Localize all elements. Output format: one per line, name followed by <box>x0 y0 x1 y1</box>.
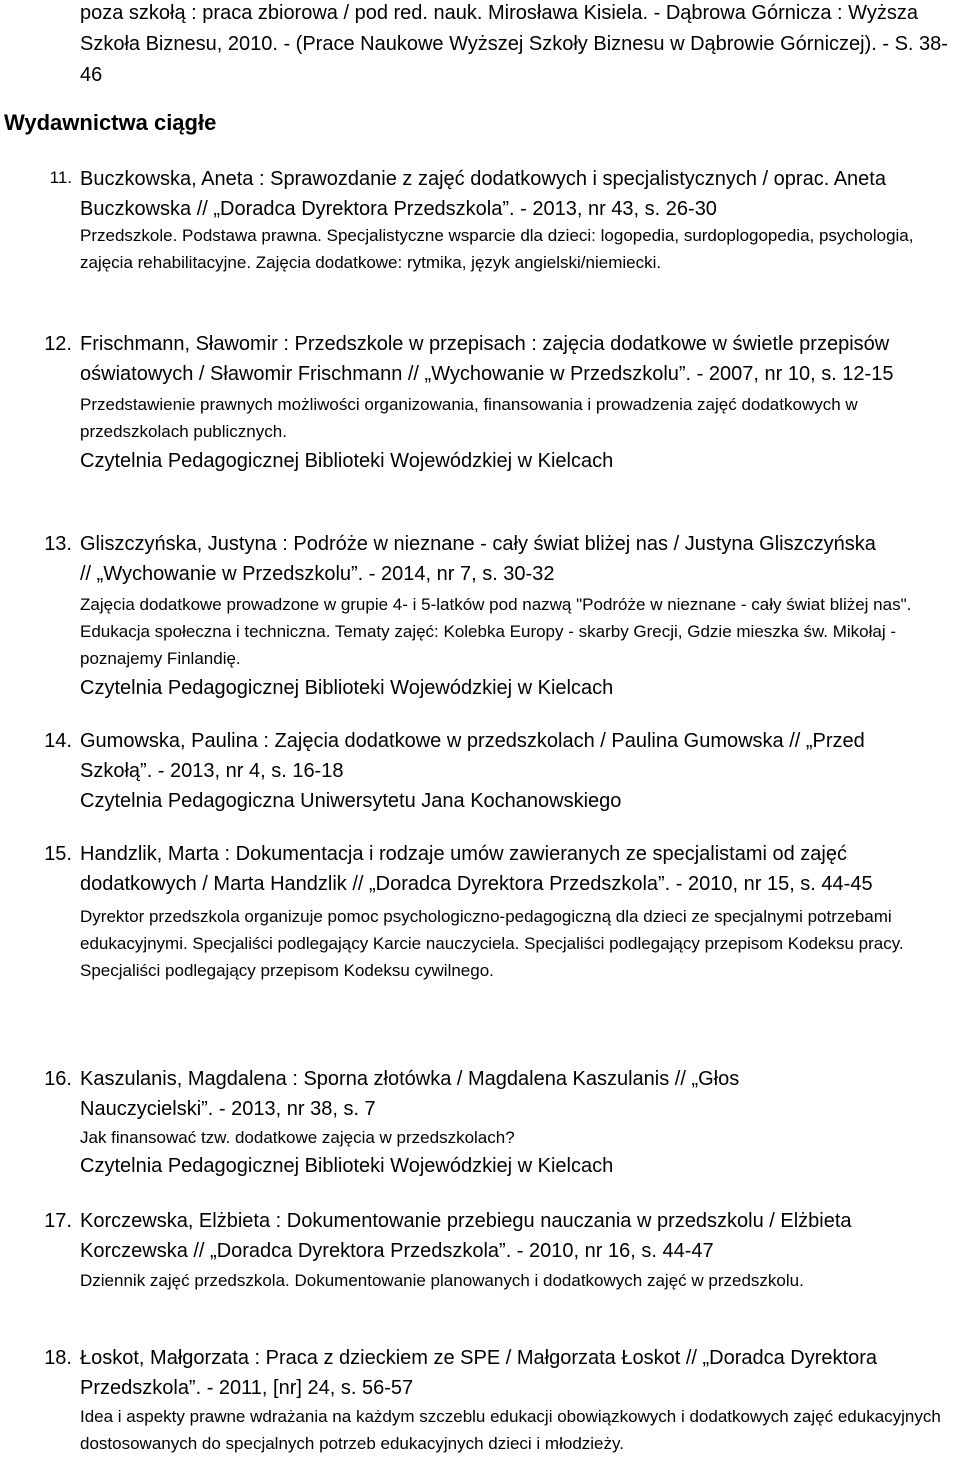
entry-abstract: Przedstawienie prawnych możliwości organizowania, finansowania i prowadzenia zajęć dodatkowych w przedszkolach publicznych. <box>80 395 858 441</box>
entry-number: 15. <box>44 843 72 865</box>
entry-abstract: Zajęcia dodatkowe prowadzone w grupie 4- i 5-latków pod nazwą "Podróże w nieznane - cały świat bliżej nas". Edukacja społeczna i techniczna. Tematy zajęć: Kolebka Europy - skarby Grecji, Gdzie mieszka św. Mikołaj - poznajemy Finlandię. <box>80 595 912 668</box>
entry-citation: Frischmann, Sławomir : Przedszkole w przepisach : zajęcia dodatkowe w świetle przepisów oświatowych / Sławomir Frischmann // „Wychowanie w Przedszkolu”. - 2007, nr 10, s. 12-15 <box>80 333 894 385</box>
entry-number: 17. <box>44 1210 72 1232</box>
entry-citation: Korczewska, Elżbieta : Dokumentowanie przebiegu nauczania w przedszkolu / Elżbieta Korczewska // „Doradca Dyrektora Przedszkola”. - 2010, nr 16, s. 44-47 <box>80 1210 852 1262</box>
entry-citation: Gliszczyńska, Justyna : Podróże w nieznane - cały świat bliżej nas / Justyna Gliszczyńska // „Wychowanie w Przedszkolu”. - 2014, nr 7, s. 30-32 <box>80 533 876 585</box>
section-title: Wydawnictwa ciągłe <box>4 110 217 135</box>
entry-location: Czytelnia Pedagogicznej Biblioteki Wojewódzkiej w Kielcach <box>80 450 614 472</box>
entry-citation: Łoskot, Małgorzata : Praca z dzieckiem ze SPE / Małgorzata Łoskot // „Doradca Dyrektora Przedszkola”. - 2011, [nr] 24, s. 56-57 <box>80 1347 877 1399</box>
entry-number: 18. <box>44 1347 72 1369</box>
entry-abstract: Przedszkole. Podstawa prawna. Specjalistyczne wsparcie dla dzieci: logopedia, surdoplogopedia, psychologia, zajęcia rehabilitacyjne. Zajęcia dodatkowe: rytmika, język angielski/niemiecki. <box>80 226 914 272</box>
entry-number: 14. <box>44 730 72 752</box>
entry-citation: Kaszulanis, Magdalena : Sporna złotówka / Magdalena Kaszulanis // „Głos Nauczycielski”. - 2013, nr 38, s. 7 <box>80 1068 740 1120</box>
entry-citation: Buczkowska, Aneta : Sprawozdanie z zajęć dodatkowych i specjalistycznych / oprac. Aneta Buczkowska // „Doradca Dyrektora Przedszkola”. - 2013, nr 43, s. 26-30 <box>80 168 886 220</box>
entry-number: 11. <box>49 168 72 187</box>
entry-citation: Gumowska, Paulina : Zajęcia dodatkowe w przedszkolach / Paulina Gumowska // „Przed Szkołą”. - 2013, nr 4, s. 16-18 <box>80 730 865 782</box>
entry-number: 13. <box>44 533 72 555</box>
entry-number: 16. <box>44 1068 72 1090</box>
entry-abstract: Dyrektor przedszkola organizuje pomoc psychologiczno-pedagogiczną dla dzieci ze specjalnymi potrzebami edukacyjnymi. Specjaliści podlegający Karcie nauczyciela. Specjaliści podlegający przepisom Kodeksu pracy. Specjaliści podlegający przepisom Kodeksu cywilnego. <box>80 907 904 980</box>
entry-location: Czytelnia Pedagogicznej Biblioteki Wojewódzkiej w Kielcach <box>80 677 614 699</box>
entry-number: 12. <box>44 333 72 355</box>
entry-location: Czytelnia Pedagogicznej Biblioteki Wojewódzkiej w Kielcach <box>80 1155 614 1177</box>
entry-abstract: Idea i aspekty prawne wdrażania na każdym szczeblu edukacji obowiązkowych i dodatkowych zajęć edukacyjnych dostosowanych do specjalnych potrzeb edukacyjnych dzieci i młodzieży. <box>80 1407 941 1453</box>
entry-abstract: Dziennik zajęć przedszkola. Dokumentowanie planowanych i dodatkowych zajęć w przedszkolu. <box>80 1271 804 1290</box>
entry-citation: Handzlik, Marta : Dokumentacja i rodzaje umów zawieranych ze specjalistami od zajęć dodatkowych / Marta Handzlik // „Doradca Dyrektora Przedszkola”. - 2010, nr 15, s. 44-45 <box>80 843 873 895</box>
lead-citation: poza szkołą : praca zbiorowa / pod red. nauk. Mirosława Kisiela. - Dąbrowa Górnicza : Wyższa Szkoła Biznesu, 2010. - (Prace Naukowe Wyższej Szkoły Biznesu w Dąbrowie Górniczej). - S. 38-46 <box>80 2 948 86</box>
entry-abstract: Jak finansować tzw. dodatkowe zajęcia w przedszkolach? <box>80 1128 515 1147</box>
entry-location: Czytelnia Pedagogiczna Uniwersytetu Jana Kochanowskiego <box>80 790 622 812</box>
